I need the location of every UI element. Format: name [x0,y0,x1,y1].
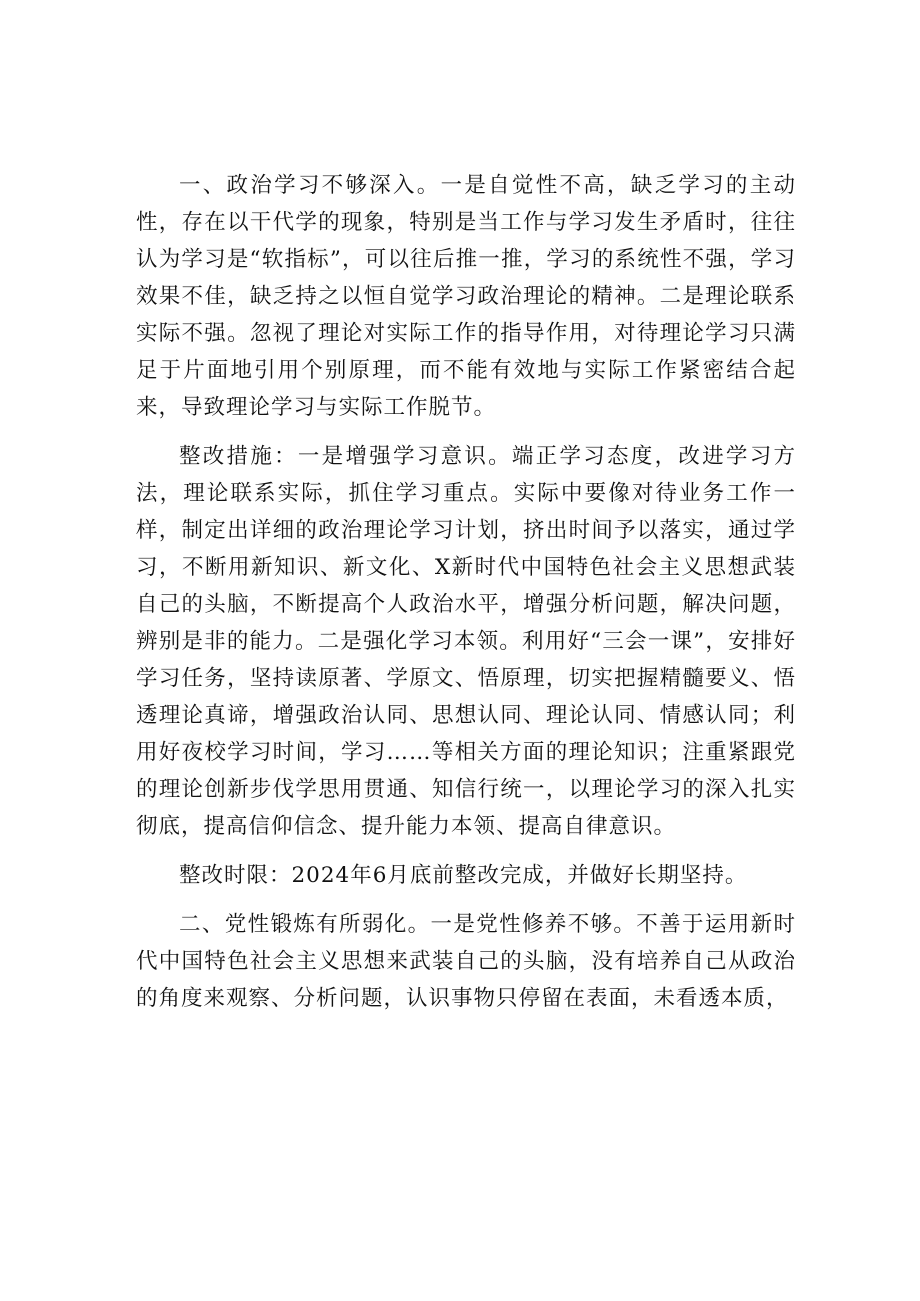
paragraph-rectification-measures: 整改措施：一是增强学习意识。端正学习态度，改进学习方法，理论联系实际，抓住学习重点。实际中要像对待业务工作一样，制定出详细的政治理论学习计划，挤出时间予以落实，通过学习，不断用新知识、新文化、X新时代中国特色社会主义思想武装自己的头脑，不断提高个人政治水平，增强分析问题，解决问题，辨别是非的能力。二是强化学习本领。利用好“三会一课”，安排好学习任务，坚持读原著、学原文、悟原理，切实把握精髓要义、悟透理论真谛，增强政治认同、思想认同、理论认同、情感认同；利用好夜校学习时间，学习……等相关方面的理论知识；注重紧跟党的理论创新步伐学思用贯通、知信行统一，以理论学习的深入扎实彻底，提高信仰信念、提升能力本领、提高自律意识。 [136,444,796,839]
document-body [136,167,796,1029]
paragraph-party-spirit: 二、党性锻炼有所弱化。一是党性修养不够。不善于运用新时代中国特色社会主义思想来武装自己的头脑，没有培养自己从政治的角度来观察、分析问题，认识事物只停留在表面，未看透本质， [136,912,796,1011]
paragraph-political-study: 一、政治学习不够深入。一是自觉性不高，缺乏学习的主动性，存在以干代学的现象，特别是当工作与学习发生矛盾时，往往认为学习是“软指标”，可以往后推一推，学习的系统性不强，学习效果不佳，缺乏持之以恒自觉学习政治理论的精神。二是理论联系实际不强。忽视了理论对实际工作的指导作用，对待理论学习只满足于片面地引用个别原理，而不能有效地与实际工作紧密结合起来，导致理论学习与实际工作脱节。 [136,173,796,420]
paragraph-rectification-deadline: 整改时限：2024年6月底前整改完成，并做好长期坚持。 [179,863,748,888]
